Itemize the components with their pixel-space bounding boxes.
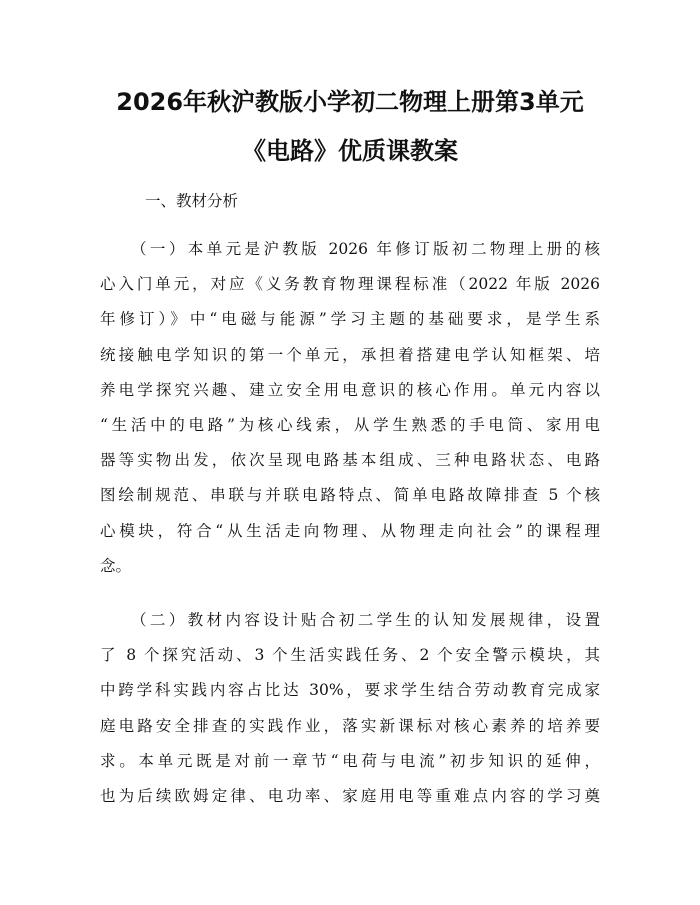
paragraph-1-line: 器等实物出发，依次呈现电路基本组成、三种电路状态、电路 [100, 451, 600, 470]
paragraph-2-line: 了 8 个探究活动、3 个生活实践任务、2 个安全警示模块，其 [100, 646, 600, 665]
paragraph-1-line: 养电学探究兴趣、建立安全用电意识的核心作用。单元内容以 [100, 380, 600, 399]
document-title-line-1: 2026年秋沪教版小学初二物理上册第3单元 [116, 88, 584, 116]
paragraph-1-line: 念。 [100, 556, 132, 575]
paragraph-1 [100, 232, 600, 584]
paragraph-1-line: 年修订）》中“电磁与能源”学习主题的基础要求，是学生系 [100, 310, 600, 329]
paragraph-1-line: 心模块，符合“从生活走向物理、从物理走向社会”的课程理 [100, 521, 600, 540]
section-heading-textbook-analysis: 一、教材分析 [145, 192, 239, 210]
paragraph-2-line: 求。本单元既是对前一章节“电荷与电流”初步知识的延伸， [100, 751, 600, 770]
paragraph-2-line: 也为后续欧姆定律、电功率、家庭用电等重难点内容的学习奠 [100, 786, 600, 805]
paragraph-1-line: “生活中的电路”为核心线索，从学生熟悉的手电筒、家用电 [100, 415, 600, 434]
paragraph-2-line: 庭电路安全排查的实践作业，落实新课标对核心素养的培养要 [100, 716, 600, 735]
paragraph-2 [100, 603, 600, 814]
paragraph-1-line: （一）本单元是沪教版 2026 年修订版初二物理上册的核 [131, 240, 600, 258]
document-title-line-2: 《电路》优质课教案 [242, 137, 458, 165]
paragraph-2-line: （二）教材内容设计贴合初二学生的认知发展规律，设置 [131, 611, 600, 629]
paragraph-1-line: 心入门单元，对应《义务教育物理课程标准（2022 年版 2026 [100, 275, 600, 294]
paragraph-1-line: 统接触电学知识的第一个单元，承担着搭建电学认知框架、培 [100, 345, 600, 364]
paragraph-2-line: 中跨学科实践内容占比达 30%，要求学生结合劳动教育完成家 [100, 681, 600, 700]
paragraph-1-line: 图绘制规范、串联与并联电路特点、简单电路故障排查 5 个核 [100, 486, 600, 505]
